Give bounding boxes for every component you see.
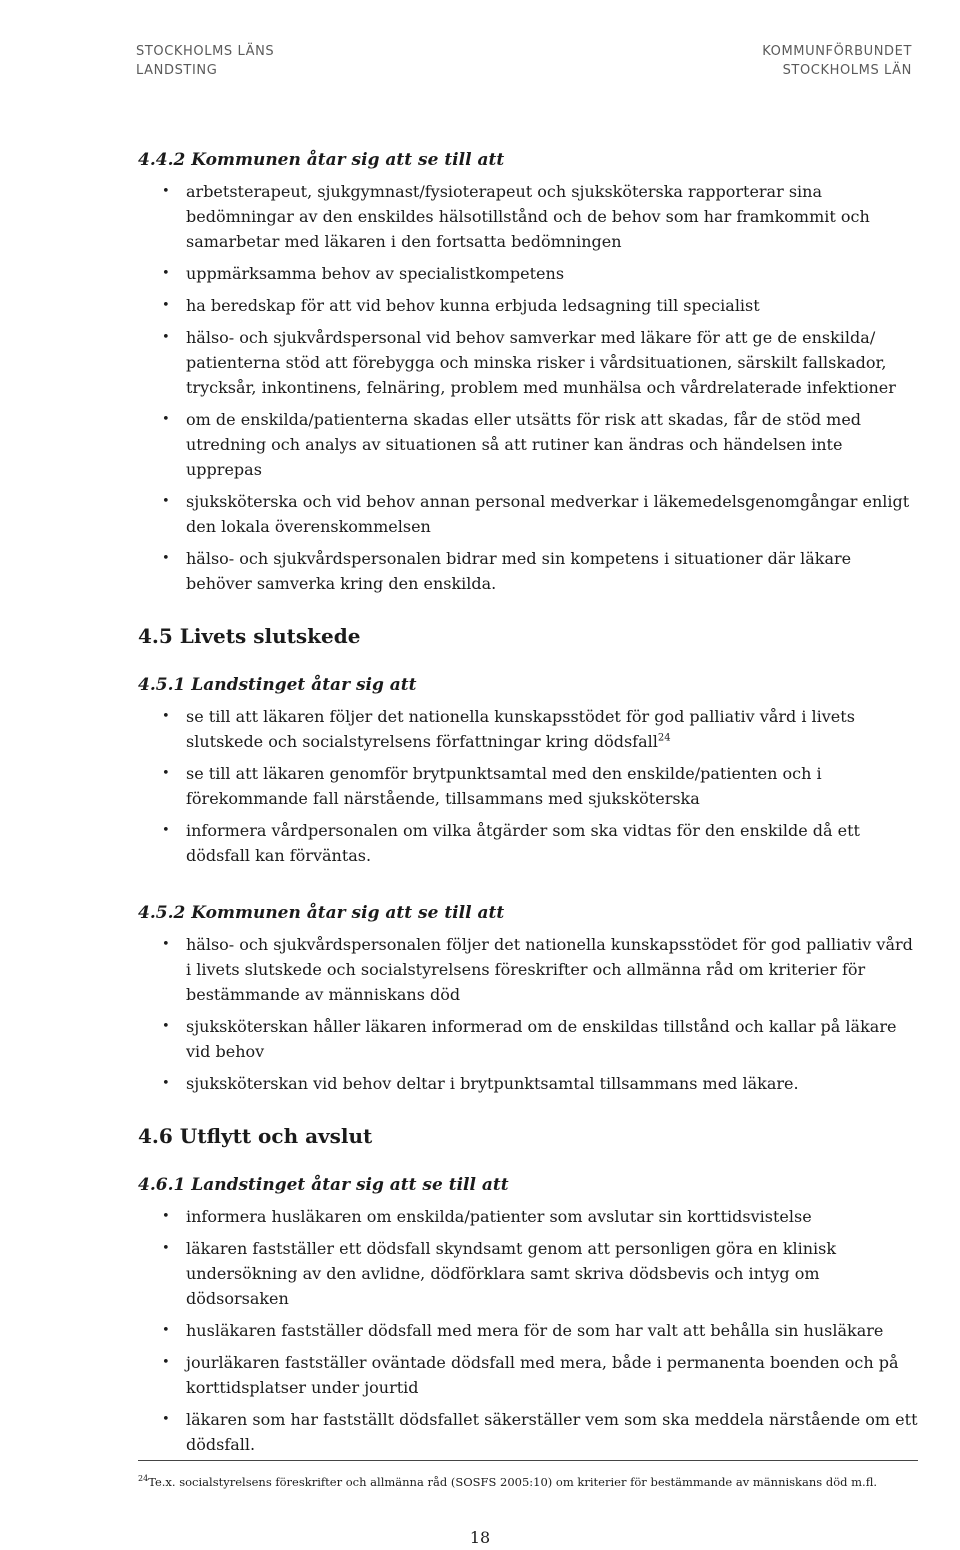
section-title: Livets slutskede xyxy=(179,624,361,648)
section-number: 4.6.1 xyxy=(138,1175,186,1195)
section-title: Landstinget åtar sig att xyxy=(191,675,417,695)
list-item: • hälso- och sjukvårdspersonal vid behov samverkar med läkare för att ge de enskilda/ patienterna stöd att förebygga och minska risker i vårdsituationen, särskilt fallskador, trycksår, inkontinens, felnäring, problem med munhälsa och vårdrelaterade infektioner xyxy=(138,325,918,400)
list-item: • se till att läkaren genomför brytpunktsamtal med den enskilde/patienten och i förekommande fall närstående, tillsammans med sjuksköterska xyxy=(138,761,918,811)
section-number: 4.5 xyxy=(138,624,173,648)
list-item: • informera vårdpersonalen om vilka åtgärder som ska vidtas för den enskilde då ett dödsfall kan förväntas. xyxy=(138,818,918,868)
section-number: 4.5.1 xyxy=(138,675,186,695)
list-item: • husläkaren fastställer dödsfall med mera för de som har valt att behålla sin husläkare xyxy=(138,1318,918,1343)
section-heading-4-4-2 xyxy=(138,148,918,172)
list-item: • arbetsterapeut, sjukgymnast/fysioterapeut och sjuksköterska rapporterar sina bedömningar av den enskildes hälsotillstånd och de behov som har framkommit och samarbetar med läkaren i den fortsatta bedömningen xyxy=(138,179,918,254)
header-right-line1: KOMMUNFÖRBUNDET xyxy=(762,44,912,59)
section-heading-4-5-2 xyxy=(138,901,918,925)
list-item: • om de enskilda/patienterna skadas eller utsätts för risk att skadas, får de stöd med utredning och analys av situationen så att rutiner kan ändras och händelsen inte upprepas xyxy=(138,407,918,482)
section-title: Utflytt och avslut xyxy=(179,1124,373,1148)
header-right-line2: STOCKHOLMS LÄN xyxy=(782,63,912,78)
section-title: Kommunen åtar sig att se till att xyxy=(191,150,505,170)
list-item: • sjuksköterskan vid behov deltar i brytpunktsamtal tillsammans med läkare. xyxy=(138,1071,918,1096)
list-item-text: se till att läkaren följer det nationella kunskapsstödet för god palliativ vård i livets slutskede och socialstyrelsens författningar kring dödsfall xyxy=(186,707,855,751)
section-number: 4.5.2 xyxy=(138,903,186,923)
section-number: 4.6 xyxy=(138,1124,173,1148)
list-item xyxy=(138,704,918,754)
list-item: • sjuksköterskan håller läkaren informerad om de enskildas tillstånd och kallar på läkare vid behov xyxy=(138,1014,918,1064)
list-item: • uppmärksamma behov av specialistkompetens xyxy=(138,261,918,286)
list-4-5-2 xyxy=(138,932,918,1096)
list-item: • hälso- och sjukvårdspersonalen bidrar med sin kompetens i situationer där läkare behöver samverka kring den enskilda. xyxy=(138,546,918,596)
page-number: 18 xyxy=(469,1528,491,1547)
section-heading-4-5-1 xyxy=(138,673,918,697)
section-number: 4.4.2 xyxy=(138,150,186,170)
list-item: • läkaren som har fastställt dödsfallet säkerställer vem som ska meddela närstående om ett dödsfall. xyxy=(138,1407,918,1457)
list-item: • jourläkaren fastställer oväntade dödsfall med mera, både i permanenta boenden och på korttidsplatser under jourtid xyxy=(138,1350,918,1400)
list-item: • hälso- och sjukvårdspersonalen följer det nationella kunskapsstödet för god palliativ vård i livets slutskede och socialstyrelsens föreskrifter och allmänna råd om kriterier för bestämmande av människans död xyxy=(138,932,918,1007)
section-title: Landstinget åtar sig att se till att xyxy=(191,1175,509,1195)
header-left-line1: STOCKHOLMS LÄNS xyxy=(136,44,275,59)
list-item: • informera husläkaren om enskilda/patienter som avslutar sin korttidsvistelse xyxy=(138,1204,918,1229)
section-heading-4-5 xyxy=(138,623,918,649)
list-4-4-2 xyxy=(138,179,918,596)
header-right-org xyxy=(762,42,912,80)
section-title: Kommunen åtar sig att se till att xyxy=(191,903,505,923)
list-item: • läkaren fastställer ett dödsfall skyndsamt genom att personligen göra en klinisk undersökning av den avlidne, dödförklara samt skriva dödsbevis och intyg om dödsorsaken xyxy=(138,1236,918,1311)
list-4-5-1 xyxy=(138,704,918,868)
list-4-6-1 xyxy=(138,1204,918,1457)
footnote-text: Te.x. socialstyrelsens föreskrifter och allmänna råd (SOSFS 2005:10) om kriterier för bestämmande av människans död m.fl. xyxy=(148,1475,878,1489)
section-heading-4-6 xyxy=(138,1123,918,1149)
header-left-org xyxy=(136,42,274,80)
header-left-line2: LANDSTING xyxy=(136,63,218,78)
list-item: • sjuksköterska och vid behov annan personal medverkar i läkemedelsgenomgångar enligt den lokala överenskommelsen xyxy=(138,489,918,539)
list-item: • ha beredskap för att vid behov kunna erbjuda ledsagning till specialist xyxy=(138,293,918,318)
document-body xyxy=(138,148,918,1464)
section-heading-4-6-1 xyxy=(138,1173,918,1197)
footnote xyxy=(138,1474,918,1490)
footnote-divider xyxy=(138,1460,918,1461)
footnote-marker: 24 xyxy=(138,1474,149,1484)
footnote-ref: 24 xyxy=(657,732,671,744)
